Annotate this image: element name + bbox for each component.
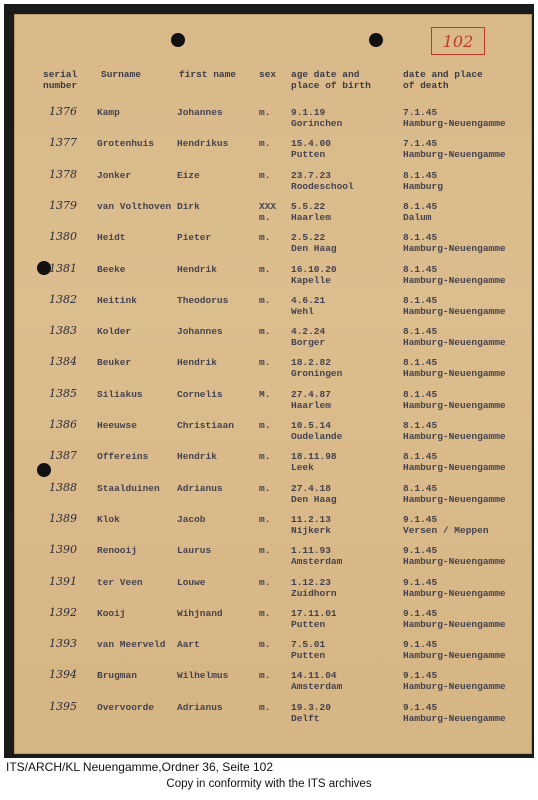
cell-serial: 1387: [49, 449, 77, 463]
cell-first-name: Aart: [177, 639, 200, 651]
header-surname: Surname: [101, 69, 141, 80]
cell-surname: Grotenhuis: [97, 138, 155, 150]
cell-birth-place: Delft: [291, 712, 320, 724]
cell-serial: 1389: [49, 511, 77, 525]
cell-serial: 1383: [49, 324, 77, 338]
cell-surname: Staalduinen: [97, 482, 160, 494]
cell-birth-place: Amsterdam: [291, 556, 343, 568]
cell-death-date: 7.1.45: [403, 107, 438, 118]
cell-first-name: Wilhelmus: [177, 670, 229, 682]
table-row: [15, 670, 531, 704]
cell-death-place: Hamburg-Neuengamme: [403, 243, 506, 255]
cell-serial: 1380: [49, 230, 77, 244]
punch-hole-icon: [171, 33, 185, 47]
cell-first-name: Theodorus: [177, 294, 229, 306]
archive-reference: ITS/ARCH/KL Neuengamme,Ordner 36, Seite 102: [6, 760, 274, 774]
cell-death-date: 8.1.45: [403, 263, 438, 275]
cell-surname: Kolder: [97, 326, 132, 338]
cell-sex: m.: [259, 545, 271, 557]
cell-serial: 1390: [49, 543, 77, 557]
cell-surname: Heeuwse: [97, 420, 137, 431]
cell-sex: M.: [259, 388, 271, 400]
document-page: [14, 14, 532, 754]
cell-birth-place: Nijkerk: [291, 524, 331, 536]
cell-sex: m.: [259, 513, 271, 525]
cell-sex: XXX m.: [259, 200, 277, 223]
cell-sex: m.: [259, 138, 271, 150]
cell-birth-date: 16.10.20: [291, 263, 337, 275]
cell-birth-date: 19.3.20: [291, 701, 331, 713]
cell-death-date: 8.1.45: [403, 357, 438, 369]
cell-sex: m.: [259, 107, 271, 118]
cell-birth-place: Zuidhorn: [291, 587, 337, 599]
cell-death-date: 9.1.45: [403, 607, 438, 619]
table-row: [15, 167, 531, 204]
cell-sex: m.: [259, 326, 271, 338]
cell-death-date: 9.1.45: [403, 670, 438, 682]
header-sex: sex: [259, 69, 277, 80]
cell-birth-date: 18.2.82: [291, 357, 331, 369]
cell-birth-place: Leek: [291, 462, 314, 474]
cell-birth-date: 15.4.00: [291, 138, 331, 150]
cell-surname: Kooij: [97, 607, 126, 619]
cell-sex: m.: [259, 294, 271, 306]
cell-sex: m.: [259, 169, 271, 181]
table-row: [15, 574, 531, 611]
cell-death-date: 8.1.45: [403, 326, 438, 338]
cell-birth-date: 10.5.14: [291, 420, 331, 431]
cell-surname: van Meerveld: [97, 639, 166, 651]
cell-sex: m.: [259, 482, 271, 494]
cell-first-name: Cornelis: [177, 388, 223, 400]
cell-sex: m.: [259, 639, 271, 651]
cell-serial: 1381: [49, 261, 77, 275]
cell-death-date: 9.1.45: [403, 639, 438, 651]
cell-birth-place: Putten: [291, 618, 326, 630]
cell-death-date: 7.1.45: [403, 138, 438, 150]
cell-death-date: 9.1.45: [403, 701, 438, 713]
cell-birth-date: 23.7.23: [291, 169, 331, 181]
cell-surname: Heidt: [97, 232, 126, 244]
cell-serial: 1376: [49, 105, 77, 118]
cell-birth-date: 2.5.22: [291, 232, 326, 244]
cell-sex: m.: [259, 451, 271, 463]
cell-death-place: Hamburg-Neuengamme: [403, 556, 506, 568]
cell-death-place: Hamburg-Neuengamme: [403, 149, 506, 161]
cell-birth-date: 14.11.04: [291, 670, 337, 682]
cell-birth-date: 1.12.23: [291, 576, 331, 588]
cell-serial: 1393: [49, 637, 77, 651]
cell-birth-place: Putten: [291, 149, 326, 161]
cell-birth-place: Oudelande: [291, 431, 343, 442]
cell-first-name: Johannes: [177, 107, 223, 118]
cell-first-name: Adrianus: [177, 701, 223, 713]
table-row: [15, 357, 531, 391]
cell-surname: Klok: [97, 513, 120, 525]
cell-birth-place: Wehl: [291, 305, 314, 317]
cell-serial: 1395: [49, 699, 77, 713]
table-row: [15, 326, 531, 360]
table-row: [15, 451, 531, 485]
cell-sex: m.: [259, 263, 271, 275]
cell-death-date: 8.1.45: [403, 169, 438, 181]
cell-first-name: Louwe: [177, 576, 206, 588]
cell-death-place: Hamburg-Neuengamme: [403, 368, 506, 380]
table-row: [15, 198, 531, 235]
cell-first-name: Hendrikus: [177, 138, 229, 150]
page-number-stamp: 102: [431, 27, 485, 55]
table-row: [15, 511, 531, 548]
table-row: [15, 545, 531, 579]
cell-serial: 1379: [49, 198, 77, 212]
cell-first-name: Hendrik: [177, 357, 217, 369]
cell-death-date: 9.1.45: [403, 545, 438, 557]
cell-death-date: 8.1.45: [403, 388, 438, 400]
cell-first-name: Christiaan: [177, 420, 235, 431]
cell-birth-place: Groningen: [291, 368, 343, 380]
cell-birth-date: 7.5.01: [291, 639, 326, 651]
cell-sex: m.: [259, 607, 271, 619]
cell-birth-place: Borger: [291, 337, 326, 349]
cell-death-place: Hamburg-Neuengamme: [403, 618, 506, 630]
header-birth: age date and place of birth: [291, 69, 371, 91]
cell-surname: van Volthoven: [97, 200, 172, 212]
cell-birth-place: Gorinchen: [291, 118, 343, 129]
cell-birth-date: 17.11.01: [291, 607, 337, 619]
cell-surname: Offereins: [97, 451, 149, 463]
cell-death-date: 8.1.45: [403, 420, 438, 431]
cell-birth-place: Roodeschool: [291, 180, 354, 192]
cell-surname: Heitink: [97, 294, 137, 306]
cell-surname: Siliakus: [97, 388, 143, 400]
cell-first-name: Eize: [177, 169, 200, 181]
cell-first-name: Jacob: [177, 513, 206, 525]
cell-death-place: Hamburg-Neuengamme: [403, 274, 506, 286]
cell-birth-date: 4.6.21: [291, 294, 326, 306]
table-row: [15, 386, 531, 423]
cell-death-place: Dalum: [403, 211, 432, 223]
cell-first-name: Pieter: [177, 232, 212, 244]
header-first-name: first name: [179, 69, 237, 80]
cell-first-name: Adrianus: [177, 482, 223, 494]
cell-surname: Beeke: [97, 263, 126, 275]
cell-death-date: 8.1.45: [403, 451, 438, 463]
table-row: [15, 605, 531, 642]
cell-sex: m.: [259, 670, 271, 682]
table-row: [15, 232, 531, 266]
table-row: [15, 639, 531, 673]
cell-serial: 1394: [49, 668, 77, 682]
cell-first-name: Johannes: [177, 326, 223, 338]
cell-serial: 1378: [49, 167, 77, 181]
cell-surname: Jonker: [97, 169, 132, 181]
cell-death-date: 9.1.45: [403, 513, 438, 525]
cell-death-date: 9.1.45: [403, 576, 438, 588]
cell-death-place: Hamburg-Neuengamme: [403, 712, 506, 724]
cell-first-name: Laurus: [177, 545, 212, 557]
table-row: [15, 292, 531, 329]
cell-death-date: 8.1.45: [403, 294, 438, 306]
cell-birth-date: 4.2.24: [291, 326, 326, 338]
cell-surname: Renooij: [97, 545, 137, 557]
cell-surname: Overvoorde: [97, 701, 155, 713]
cell-first-name: Hendrik: [177, 451, 217, 463]
cell-serial: 1385: [49, 386, 77, 400]
cell-birth-place: Amsterdam: [291, 681, 343, 693]
scan-frame: [4, 4, 534, 758]
cell-birth-date: 18.11.98: [291, 451, 337, 463]
cell-birth-place: Den Haag: [291, 243, 337, 255]
table-row: [15, 420, 531, 454]
cell-birth-place: Kapelle: [291, 274, 331, 286]
cell-sex: m.: [259, 357, 271, 369]
cell-serial: 1377: [49, 136, 77, 150]
cell-surname: Kamp: [97, 107, 120, 118]
cell-death-date: 8.1.45: [403, 200, 438, 212]
punch-hole-icon: [369, 33, 383, 47]
cell-first-name: Wihjnand: [177, 607, 223, 619]
cell-birth-date: 11.2.13: [291, 513, 331, 525]
cell-death-place: Hamburg: [403, 180, 443, 192]
cell-death-place: Hamburg-Neuengamme: [403, 493, 506, 505]
cell-death-date: 8.1.45: [403, 482, 438, 494]
cell-birth-place: Haarlem: [291, 211, 331, 223]
cell-death-place: Hamburg-Neuengamme: [403, 337, 506, 349]
table-row: [15, 107, 531, 141]
cell-birth-date: 9.1.19: [291, 107, 326, 118]
cell-birth-date: 5.5.22: [291, 200, 326, 212]
cell-death-place: Hamburg-Neuengamme: [403, 431, 506, 442]
cell-death-place: Hamburg-Neuengamme: [403, 681, 506, 693]
cell-death-place: Hamburg-Neuengamme: [403, 462, 506, 474]
cell-death-date: 8.1.45: [403, 232, 438, 244]
cell-death-place: Hamburg-Neuengamme: [403, 305, 506, 317]
cell-death-place: Hamburg-Neuengamme: [403, 587, 506, 599]
table-row: [15, 480, 531, 517]
table-row: [15, 138, 531, 172]
cell-first-name: Dirk: [177, 200, 200, 212]
cell-birth-date: 27.4.87: [291, 388, 331, 400]
cell-birth-place: Putten: [291, 650, 326, 662]
table-row: [15, 699, 531, 736]
cell-surname: Beuker: [97, 357, 132, 369]
cell-death-place: Hamburg-Neuengamme: [403, 399, 506, 411]
header-serial-number: serial number: [43, 69, 78, 91]
cell-serial: 1382: [49, 292, 77, 306]
cell-birth-place: Den Haag: [291, 493, 337, 505]
table-row: [15, 261, 531, 298]
conformity-note: Copy in conformity with the ITS archives: [166, 778, 372, 790]
cell-surname: Brugman: [97, 670, 137, 682]
cell-surname: ter Veen: [97, 576, 143, 588]
cell-death-place: Hamburg-Neuengamme: [403, 650, 506, 662]
cell-serial: 1386: [49, 418, 77, 431]
cell-serial: 1391: [49, 574, 77, 588]
cell-sex: m.: [259, 232, 271, 244]
cell-sex: m.: [259, 420, 271, 431]
cell-birth-date: 1.11.93: [291, 545, 331, 557]
header-death: date and place of death: [403, 69, 483, 91]
cell-death-place: Hamburg-Neuengamme: [403, 118, 506, 129]
cell-sex: m.: [259, 576, 271, 588]
cell-sex: m.: [259, 701, 271, 713]
cell-birth-place: Haarlem: [291, 399, 331, 411]
cell-serial: 1392: [49, 605, 77, 619]
cell-death-place: Versen / Meppen: [403, 524, 489, 536]
cell-serial: 1384: [49, 355, 77, 369]
cell-serial: 1388: [49, 480, 77, 494]
cell-birth-date: 27.4.18: [291, 482, 331, 494]
cell-first-name: Hendrik: [177, 263, 217, 275]
